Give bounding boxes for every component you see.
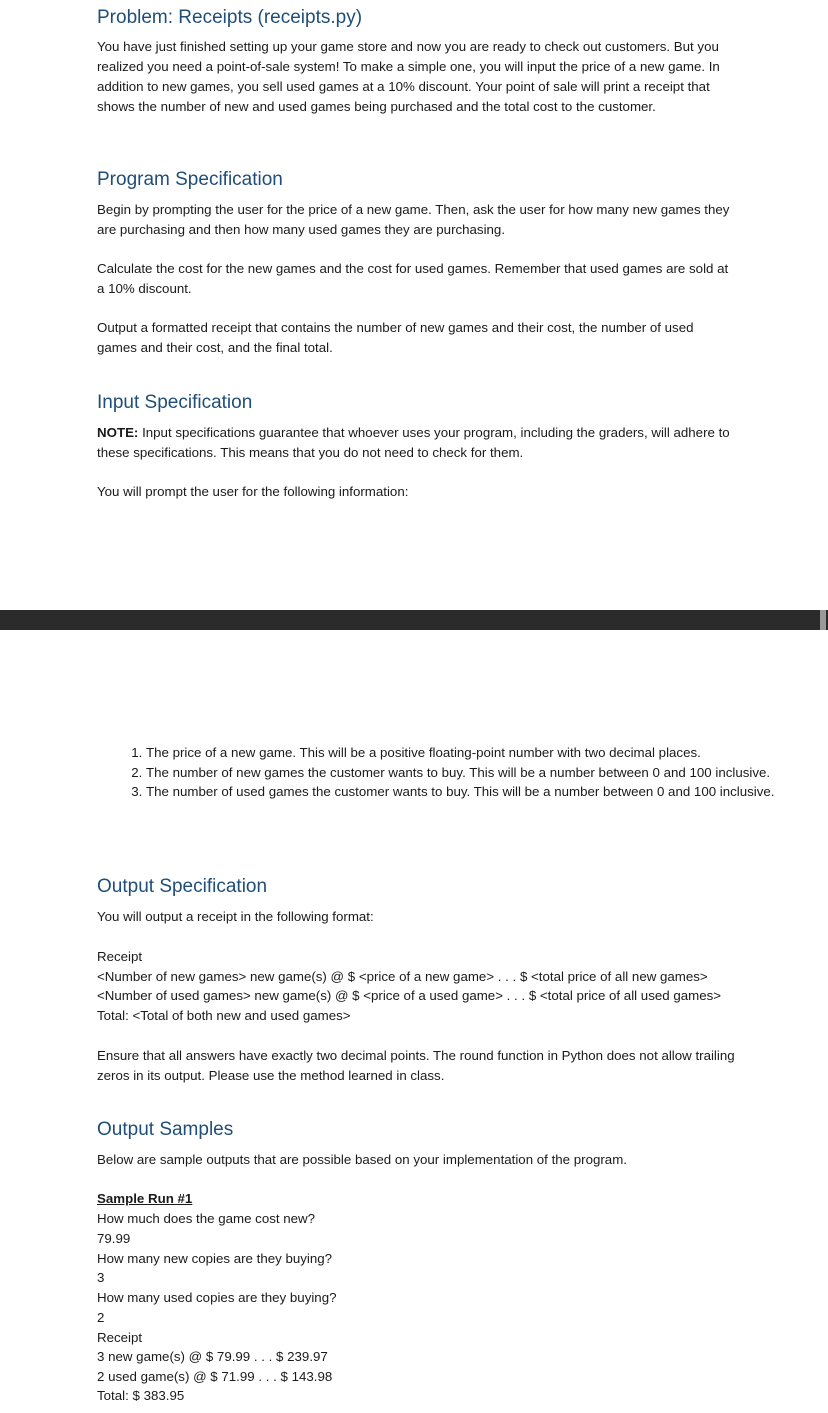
input-spec-prompt: You will prompt the user for the following information: [97, 484, 409, 499]
output-samples-heading: Output Samples [97, 1119, 234, 1140]
list-item: 2. The number of new games the customer wants to buy. This will be a number between 0 and 100 inclusive. [146, 763, 786, 783]
sample-line: 3 new game(s) @ $ 79.99 . . . $ 239.97 [97, 1349, 328, 1364]
scrollbar-thumb[interactable] [820, 610, 826, 630]
program-spec-paragraph-1: Begin by prompting the user for the price of a new game. Then, ask the user for how many new games they are purchasing and then how many used games they are purchasing. [97, 202, 730, 237]
sample-line: How many used copies are they buying? [97, 1290, 337, 1305]
problem-title: Problem: Receipts (receipts.py) [97, 7, 363, 28]
format-line: <Number of new games> new game(s) @ $ <price of a new game> . . . $ <total price of all new games> [97, 968, 708, 984]
sample-line: Total: $ 383.95 [97, 1388, 185, 1403]
note-text: Input specifications guarantee that whoever uses your program, including the graders, will adhere to these specifications. This means that you do not need to check for them. [97, 425, 730, 460]
program-spec-paragraph-2: Calculate the cost for the new games and the cost for used games. Remember that used games are sold at a 10% discount. [97, 261, 729, 296]
sample-run-title: Sample Run #1 [97, 1191, 193, 1206]
page-separator [0, 610, 828, 630]
output-spec-heading: Output Specification [97, 876, 268, 897]
list-item: 3. The number of used games the customer wants to buy. This will be a number between 0 and 100 inclusive. [146, 782, 786, 802]
program-spec-heading: Program Specification [97, 169, 283, 190]
sample-line: Receipt [97, 1329, 143, 1345]
format-line: <Number of used games> new game(s) @ $ <price of a used game> . . . $ <total price of all used games> [97, 988, 722, 1003]
sample-line: 2 used game(s) @ $ 71.99 . . . $ 143.98 [97, 1368, 333, 1384]
note-label: NOTE: [97, 425, 139, 440]
program-spec-paragraph-3: Output a formatted receipt that contains the number of new games and their cost, the number of used games and their cost, and the final total. [97, 320, 694, 355]
list-item: 1. The price of a new game. This will be a positive floating-point number with two decimal places. [146, 743, 786, 763]
sample-line: 2 [97, 1309, 105, 1325]
sample-line: How much does the game cost new? [97, 1211, 316, 1226]
problem-intro: You have just finished setting up your game store and now you are ready to check out customers. But you realized you need a point-of-sale system! To make a simple one, you will input the price of a new game. In addition to new games, you sell used games at a 10% discount. Your point of sale will print a receipt that shows the number of new and used games being purchased and the total cost to the customer. [97, 39, 720, 114]
sample-line: 79.99 [97, 1230, 131, 1246]
input-list [97, 743, 786, 802]
output-spec-intro: You will output a receipt in the following format: [97, 909, 374, 924]
document-page-2 [0, 630, 828, 1413]
document-page-1 [0, 0, 828, 610]
sample-line: 3 [97, 1270, 105, 1285]
input-spec-note [97, 423, 737, 463]
format-line: Total: <Total of both new and used games> [97, 1007, 351, 1023]
input-spec-heading: Input Specification [97, 392, 253, 413]
output-samples-intro: Below are sample outputs that are possible based on your implementation of the program. [97, 1152, 627, 1167]
output-spec-note: Ensure that all answers have exactly two decimal points. The round function in Python does not allow trailing zeros in its output. Please use the method learned in class. [97, 1048, 735, 1083]
sample-line: How many new copies are they buying? [97, 1250, 333, 1266]
format-line: Receipt [97, 949, 143, 964]
